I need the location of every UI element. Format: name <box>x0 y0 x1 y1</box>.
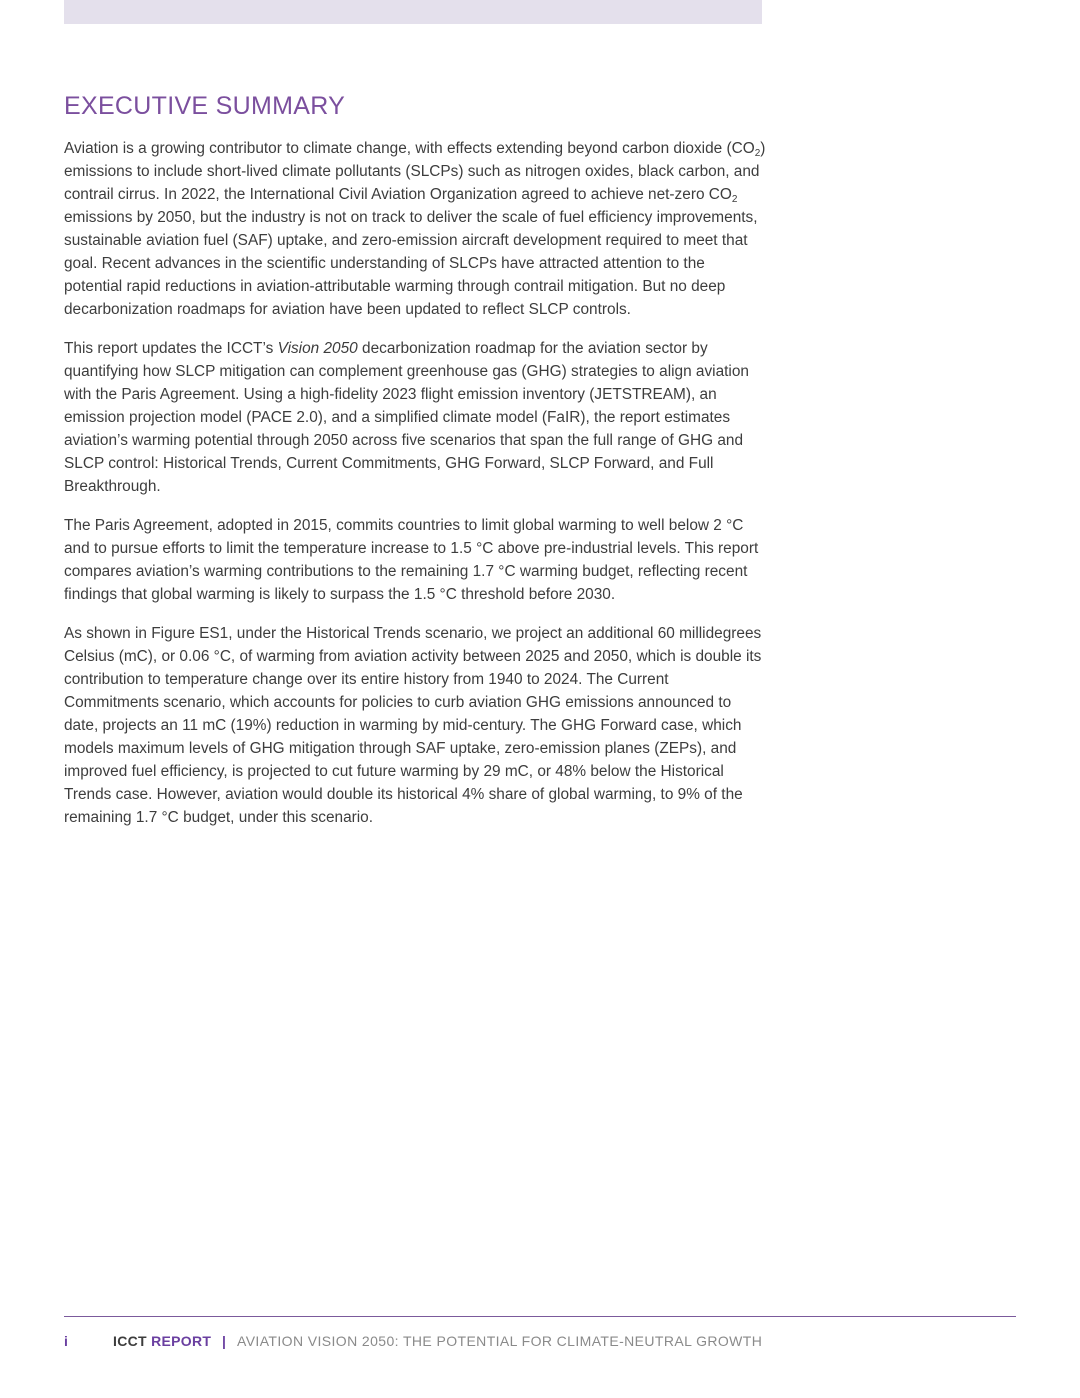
paragraph-2-part-1: This report updates the ICCT’s <box>64 340 278 357</box>
paragraph-3: The Paris Agreement, adopted in 2015, commits countries to limit global warming to well below 2 °C and to pursue efforts to limit the temperature increase to 1.5 °C above pre-industrial levels. This report compares aviation’s warming contributions to the remaining 1.7 °C warming budget, reflecting recent findings that global warming is likely to surpass the 1.5 °C threshold before 2030. <box>64 517 759 603</box>
co2-subscript: 2 <box>731 194 738 205</box>
paragraph-2 <box>64 337 766 498</box>
paragraph-4: As shown in Figure ES1, under the Historical Trends scenario, we project an additional 60 millidegrees Celsius (mC), or 0.06 °C, of warming from aviation activity between 2025 and 2050, which is double its contribution to temperature change over its entire history from 1940 to 2024. The Current Commitments scenario, which accounts for policies to curb aviation GHG emissions announced to date, projects an 11 mC (19%) reduction in warming by mid-century. The GHG Forward case, which models maximum levels of GHG mitigation through SAF uptake, zero-emission planes (ZEPs), and improved fuel efficiency, is projected to cut future warming by 29 mC, or 48% below the Historical Trends case. However, aviation would double its historical 4% share of global warming, to 9% of the remaining 1.7 °C budget, under this scenario. <box>64 625 762 826</box>
section-title: EXECUTIVE SUMMARY <box>64 92 346 120</box>
page-number: i <box>64 1333 68 1349</box>
org-name: ICCT <box>113 1333 147 1349</box>
top-decorative-band <box>64 0 762 24</box>
paragraph-1 <box>64 137 766 321</box>
footer-divider <box>64 1316 1016 1317</box>
paragraph-2-part-2: decarbonization roadmap for the aviation sector by quantifying how SLCP mitigation can complement greenhouse gas (GHG) strategies to align aviation with the Paris Agreement. Using a high-fidelity 2023 flight emission inventory (JETSTREAM), an emission projection model (PACE 2.0), and a simplified climate model (FaIR), the report estimates aviation’s warming potential through 2050 across five scenarios that span the full range of GHG and SLCP control: Historical Trends, Current Commitments, GHG Forward, SLCP Forward, and Full Breakthrough. <box>64 340 749 495</box>
running-title: AVIATION VISION 2050: THE POTENTIAL FOR CLIMATE-NEUTRAL GROWTH <box>237 1333 763 1349</box>
paragraph-1-part-2: ) emissions to include short-lived climate pollutants (SLCPs) such as nitrogen oxides, black carbon, and contrail cirrus. In 2022, the International Civil Aviation Organization agreed to achieve net-zero CO <box>64 140 766 203</box>
report-label <box>113 1332 211 1350</box>
paragraph-1-part-1: Aviation is a growing contributor to climate change, with effects extending beyond carbon dioxide (CO <box>64 140 755 157</box>
footer-separator: | <box>222 1333 226 1349</box>
vision-2050-title: Vision 2050 <box>277 340 358 357</box>
page-footer <box>64 1332 1016 1352</box>
co2-subscript: 2 <box>754 148 761 159</box>
report-word: REPORT <box>151 1333 212 1349</box>
executive-summary-body <box>64 137 766 845</box>
paragraph-1-part-3: emissions by 2050, but the industry is not on track to deliver the scale of fuel efficiency improvements, sustainable aviation fuel (SAF) uptake, and zero-emission aircraft development required to meet that goal. Recent advances in the scientific understanding of SLCPs have attracted attention to the potential rapid reductions in aviation-attributable warming through contrail mitigation. But no deep decarbonization roadmaps for aviation have been updated to reflect SLCP controls. <box>64 209 758 318</box>
